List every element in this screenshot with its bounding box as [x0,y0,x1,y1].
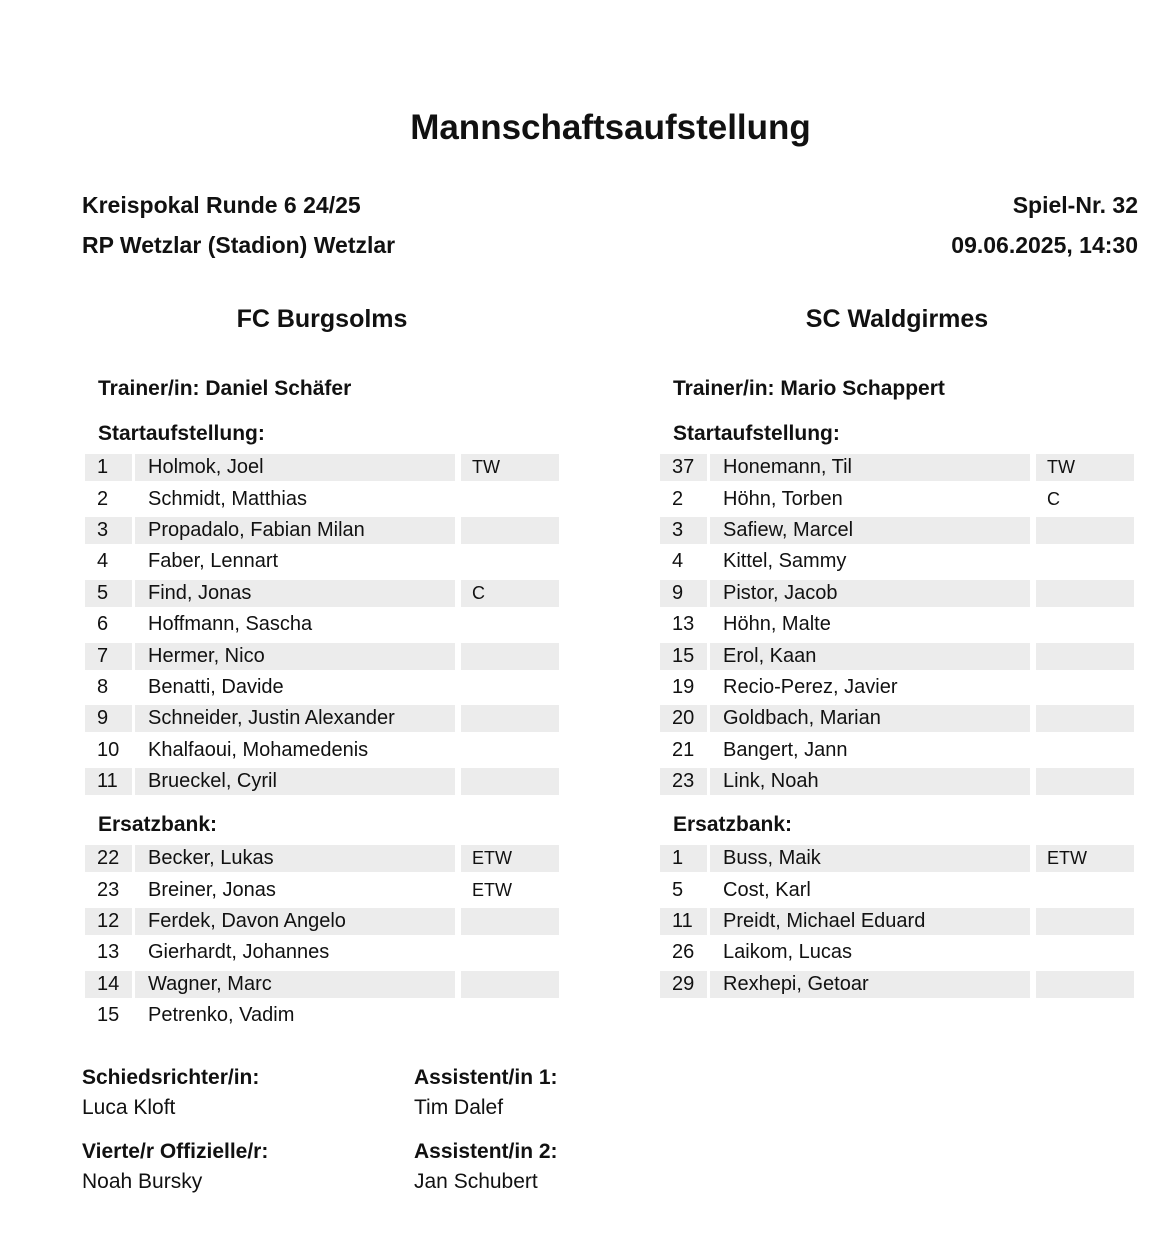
fourth-official-label: Vierte/r Offizielle/r: [82,1140,269,1163]
player-name: Erol, Kaan [710,643,1030,670]
player-role [461,908,559,935]
player-number: 8 [97,675,109,698]
player-row [85,937,560,968]
player-number: 13 [672,613,695,636]
player-row [660,874,1135,905]
player-role [1036,737,1134,764]
player-number: 1 [660,845,707,872]
player-number: 11 [660,908,707,935]
player-role [461,643,559,670]
player-number: 14 [85,971,132,998]
player-number: 9 [85,705,132,732]
player-row [85,546,560,577]
away-bench [660,843,1135,1000]
player-row [660,937,1135,968]
player-role: TW [461,454,559,481]
player-name: Holmok, Joel [135,454,455,481]
player-role [461,705,559,732]
player-role [1036,877,1134,904]
page-title: Mannschaftsaufstellung [410,108,811,147]
player-role [461,939,559,966]
player-name: Kittel, Sammy [723,550,847,573]
player-name: Bangert, Jann [723,738,848,761]
player-row [660,906,1135,937]
player-number: 23 [97,878,120,901]
player-name: Gierhardt, Johannes [148,941,330,964]
player-name: Becker, Lukas [135,845,455,872]
player-name: Faber, Lennart [148,550,279,573]
player-name: Find, Jonas [135,580,455,607]
player-number: 11 [85,768,132,795]
player-role [461,517,559,544]
player-row [85,578,560,609]
player-number: 4 [672,550,684,573]
player-role [1036,768,1134,795]
player-number: 2 [97,487,109,510]
player-name: Ferdek, Davon Angelo [135,908,455,935]
player-name: Petrenko, Vadim [148,1004,295,1027]
player-number: 5 [85,580,132,607]
player-row [85,735,560,766]
player-number: 3 [660,517,707,544]
player-row [85,452,560,483]
player-number: 19 [672,675,695,698]
player-row [660,703,1135,734]
player-number: 21 [672,738,695,761]
player-role [1036,971,1134,998]
player-name: Breiner, Jonas [148,878,276,901]
home-start-label: Startaufstellung: [98,422,265,445]
player-name: Hermer, Nico [135,643,455,670]
player-number: 15 [660,643,707,670]
home-trainer: Trainer/in: Daniel Schäfer [98,377,352,400]
player-name: Schneider, Justin Alexander [135,705,455,732]
player-number: 3 [85,517,132,544]
player-row [660,672,1135,703]
player-row [660,609,1135,640]
home-starters [85,452,560,797]
player-number: 20 [660,705,707,732]
player-row [85,609,560,640]
home-team-name: FC Burgsolms [236,305,408,333]
player-name: Hoffmann, Sascha [148,613,313,636]
player-row [660,766,1135,797]
player-number: 7 [85,643,132,670]
referee-name: Luca Kloft [82,1096,176,1119]
player-role [1036,908,1134,935]
player-name: Recio-Perez, Javier [723,675,898,698]
away-trainer: Trainer/in: Mario Schappert [673,377,945,400]
player-number: 2 [672,487,684,510]
player-role [1036,517,1134,544]
player-role [1036,643,1134,670]
competition: Kreispokal Runde 6 24/25 [82,192,361,218]
player-name: Höhn, Torben [723,487,843,510]
player-name: Link, Noah [710,768,1030,795]
player-name: Cost, Karl [723,878,811,901]
player-row [660,578,1135,609]
match-number: Spiel-Nr. 32 [1012,192,1138,218]
player-name: Wagner, Marc [135,971,455,998]
player-row [660,546,1135,577]
player-name: Benatti, Davide [148,675,284,698]
player-number: 15 [97,1004,120,1027]
player-number: 9 [660,580,707,607]
match-datetime: 09.06.2025, 14:30 [951,232,1138,258]
away-team-name: SC Waldgirmes [805,305,989,333]
home-bench [85,843,560,1031]
player-name: Schmidt, Matthias [148,487,307,510]
away-bench-label: Ersatzbank: [673,813,793,836]
player-row [85,766,560,797]
player-name: Brueckel, Cyril [135,768,455,795]
away-starters [660,452,1135,797]
player-role: ETW [1036,845,1134,872]
player-row [85,969,560,1000]
player-role [1036,939,1134,966]
player-role [461,548,559,575]
player-role: C [461,580,559,607]
home-bench-label: Ersatzbank: [98,813,218,836]
player-number: 22 [85,845,132,872]
player-row [85,515,560,546]
player-name: Pistor, Jacob [710,580,1030,607]
player-role [461,768,559,795]
player-name: Höhn, Malte [723,613,831,636]
player-number: 37 [660,454,707,481]
player-role [1036,674,1134,701]
player-row [85,874,560,905]
player-role: C [1047,488,1060,509]
player-name: Buss, Maik [710,845,1030,872]
player-role [1036,611,1134,638]
player-number: 12 [85,908,132,935]
player-role [1036,705,1134,732]
player-name: Propadalo, Fabian Milan [135,517,455,544]
player-row [85,843,560,874]
player-name: Laikom, Lucas [723,941,852,964]
player-name: Goldbach, Marian [710,705,1030,732]
player-number: 6 [97,613,109,636]
player-row [660,640,1135,671]
player-role [461,674,559,701]
player-number: 1 [85,454,132,481]
player-row [85,672,560,703]
player-row [85,1000,560,1031]
away-start-label: Startaufstellung: [673,422,840,445]
player-role [1036,580,1134,607]
player-row [660,515,1135,546]
player-number: 4 [97,550,109,573]
player-role [461,1002,559,1029]
player-row [660,483,1135,514]
player-row [660,452,1135,483]
assistant1-label: Assistent/in 1: [414,1066,558,1089]
player-name: Preidt, Michael Eduard [710,908,1030,935]
player-row [85,640,560,671]
player-row [660,969,1135,1000]
player-name: Khalfaoui, Mohamedenis [148,738,369,761]
player-role [1036,548,1134,575]
player-row [660,843,1135,874]
player-role [461,737,559,764]
player-role [461,971,559,998]
player-number: 10 [97,738,120,761]
assistant2-label: Assistent/in 2: [414,1140,558,1163]
player-row [85,703,560,734]
player-row [660,735,1135,766]
venue: RP Wetzlar (Stadion) Wetzlar [82,232,396,258]
player-name: Rexhepi, Getoar [710,971,1030,998]
player-number: 5 [672,878,684,901]
player-number: 13 [97,941,120,964]
player-role: TW [1036,454,1134,481]
player-number: 29 [660,971,707,998]
player-row [85,906,560,937]
player-role: ETW [472,879,512,900]
player-role [461,486,559,513]
player-number: 23 [660,768,707,795]
assistant2-name: Jan Schubert [414,1170,538,1193]
referee-label: Schiedsrichter/in: [82,1066,260,1089]
player-role: ETW [461,845,559,872]
fourth-official-name: Noah Bursky [82,1170,203,1193]
player-role [461,611,559,638]
assistant1-name: Tim Dalef [414,1096,504,1119]
player-row [85,483,560,514]
player-number: 26 [672,941,695,964]
player-name: Safiew, Marcel [710,517,1030,544]
player-name: Honemann, Til [710,454,1030,481]
